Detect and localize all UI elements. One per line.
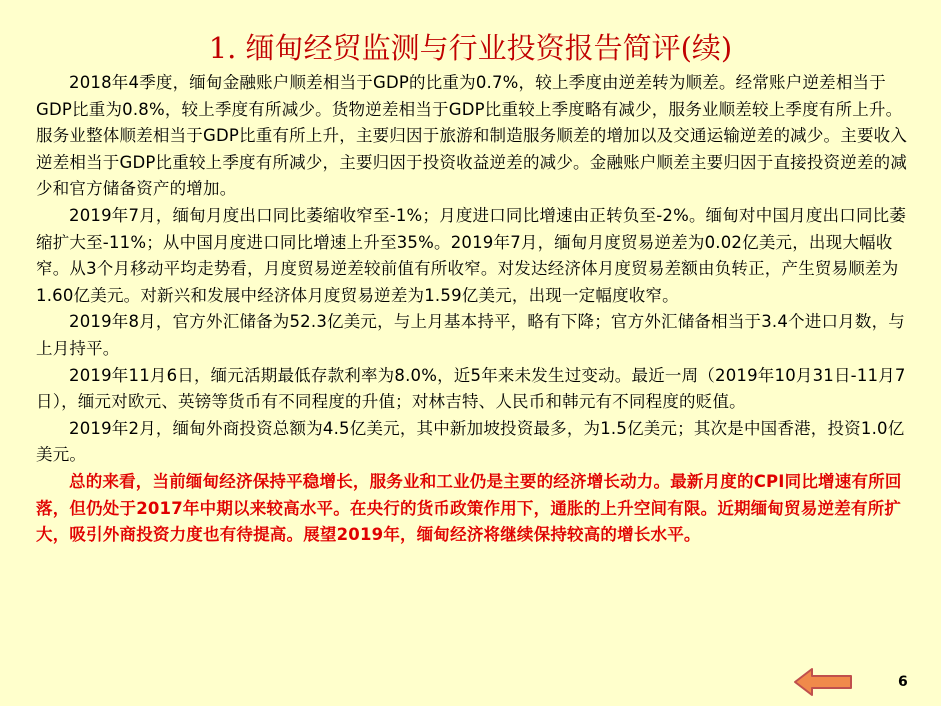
paragraph-trade: 2019年7月，缅甸月度出口同比萎缩收窄至-1%；月度进口同比增速由正转负至-2%。缅甸对中国月度出口同比萎缩扩大至-11%；从中国月度进口同比增速上升至35%。2019年7月，缅甸月度贸易逆差为0.02亿美元，出现大幅收窄。从3个月移动平均走势看，月度贸易逆差较前值有所收窄。对发达经济体月度贸易差额由负转正，产生贸易顺差为1.60亿美元。对新兴和发展中经济体月度贸易逆差为1.59亿美元，出现一定幅度收窄。 bbox=[36, 205, 907, 305]
paragraph-summary: 总的来看，当前缅甸经济保持平稳增长，服务业和工业仍是主要的经济增长动力。最新月度的CPI同比增速有所回落，但仍处于2017年中期以来较高水平。在央行的货币政策作用下，通胀的上升空间有限。近期缅甸贸易逆差有所扩大，吸引外商投资力度也有待提高。展望2019年，缅甸经济将继续保持较高的增长水平。 bbox=[36, 471, 902, 545]
slide-content bbox=[36, 70, 912, 549]
paragraph-foreign-investment: 2019年2月，缅甸外商投资总额为4.5亿美元，其中新加坡投资最多，为1.5亿美元；其次是中国香港，投资1.0亿美元。 bbox=[36, 418, 905, 465]
back-button[interactable] bbox=[793, 667, 853, 697]
paragraph-reserves: 2019年8月，官方外汇储备为52.3亿美元，与上月基本持平，略有下降；官方外汇储备相当于3.4个进口月数，与上月持平。 bbox=[36, 312, 905, 358]
left-arrow-icon bbox=[793, 667, 853, 697]
paragraph-interest-rates: 2019年11月6日，缅元活期最低存款利率为8.0%，近5年来未发生过变动。最近一周（2019年10月31日-11月7日），缅元对欧元、英镑等货币有不同程度的升值；对林吉特、人民币和韩元有不同程度的贬值。 bbox=[36, 365, 906, 412]
page-number: 6 bbox=[898, 674, 908, 690]
slide-title: 1. 缅甸经贸监测与行业投资报告简评(续) bbox=[208, 31, 733, 65]
paragraph-balance-of-payments: 2018年4季度，缅甸金融账户顺差相当于GDP的比重为0.7%，较上季度由逆差转为顺差。经常账户逆差相当于GDP比重为0.8%，较上季度有所减少。货物逆差相当于GDP比重较上季度略有减少，服务业顺差较上季度有所上升。服务业整体顺差相当于GDP比重有所上升，主要归因于旅游和制造服务顺差的增加以及交通运输逆差的减少。主要收入逆差相当于GDP比重较上季度有所减少，主要归因于投资收益逆差的减少。金融账户顺差主要归因于直接投资逆差的减少和官方储备资产的增加。 bbox=[36, 73, 908, 199]
